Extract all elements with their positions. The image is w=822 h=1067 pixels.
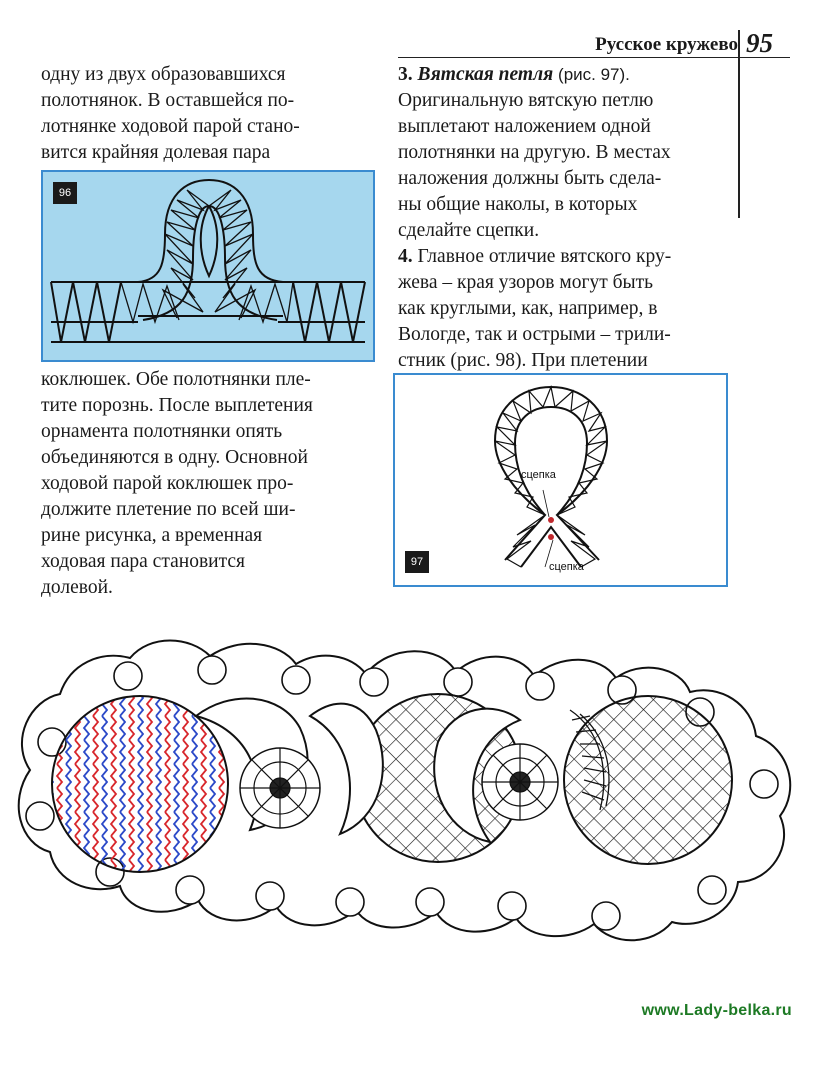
text-line: полотнянки на другую. В местах	[398, 142, 671, 163]
item-4-text: Главное отличие вятского кру-	[417, 246, 672, 267]
figure-97-number: 97	[405, 551, 429, 573]
text-line: вится крайняя долевая пара	[41, 142, 271, 163]
footer-url: www.Lady-belka.ru	[641, 1002, 792, 1019]
text-line: ходовая пара становится	[41, 551, 245, 572]
text-line: Вологде, так и острыми – трили-	[398, 324, 671, 345]
page-number: 95	[746, 28, 773, 58]
figure-97-label-top: сцепка	[521, 469, 556, 481]
header-title: Русское кружево	[595, 34, 738, 55]
item-3-heading	[398, 62, 671, 88]
figure-96-drawing	[43, 172, 373, 360]
item-4-first-line	[398, 244, 671, 270]
item-3-figure-ref: (рис. 97).	[558, 65, 630, 84]
text-line: жева – края узоров могут быть	[398, 272, 654, 293]
text-line: как круглыми, как, например, в	[398, 298, 658, 319]
text-line: сделайте сцепки.	[398, 220, 540, 241]
text-line: ны общие наколы, в которых	[398, 194, 638, 215]
text-line: Оригинальную вятскую петлю	[398, 90, 654, 111]
figure-97-label-bottom: сцепка	[549, 561, 584, 573]
figure-96	[41, 170, 375, 362]
item-3-title: Вятская петля	[417, 64, 554, 85]
text-line: одну из двух образовавшихся	[41, 64, 286, 85]
text-line: наложения должны быть сдела-	[398, 168, 662, 189]
item-3-number: 3.	[398, 64, 413, 85]
text-line: лотнянке ходовой парой стано-	[41, 116, 300, 137]
left-paragraph-top	[41, 62, 300, 166]
lace-pattern-illustration	[0, 620, 822, 950]
figure-97	[393, 373, 728, 587]
text-line: ходовой парой коклюшек про-	[41, 473, 294, 494]
text-line: коклюшек. Обе полотнянки пле-	[41, 369, 311, 390]
text-line: полотнянок. В оставшейся по-	[41, 90, 295, 111]
text-line: орнамента полотнянки опять	[41, 421, 283, 442]
right-column-text	[398, 62, 671, 374]
header-rule	[398, 57, 790, 58]
text-line: должите плетение по всей ши-	[41, 499, 296, 520]
text-line: долевой.	[41, 577, 113, 598]
text-line: стник (рис. 98). При плетении	[398, 350, 648, 371]
item-4-number: 4.	[398, 246, 413, 267]
figure-97-drawing	[395, 375, 726, 585]
text-line: выплетают наложением одной	[398, 116, 651, 137]
text-line: тите порознь. После выплетения	[41, 395, 313, 416]
figure-96-number: 96	[53, 182, 77, 204]
running-header	[398, 30, 790, 58]
left-paragraph-bottom	[41, 367, 313, 601]
header-vertical-rule	[738, 30, 740, 218]
text-line: объединяются в одну. Основной	[41, 447, 308, 468]
text-line: рине рисунка, а временная	[41, 525, 263, 546]
